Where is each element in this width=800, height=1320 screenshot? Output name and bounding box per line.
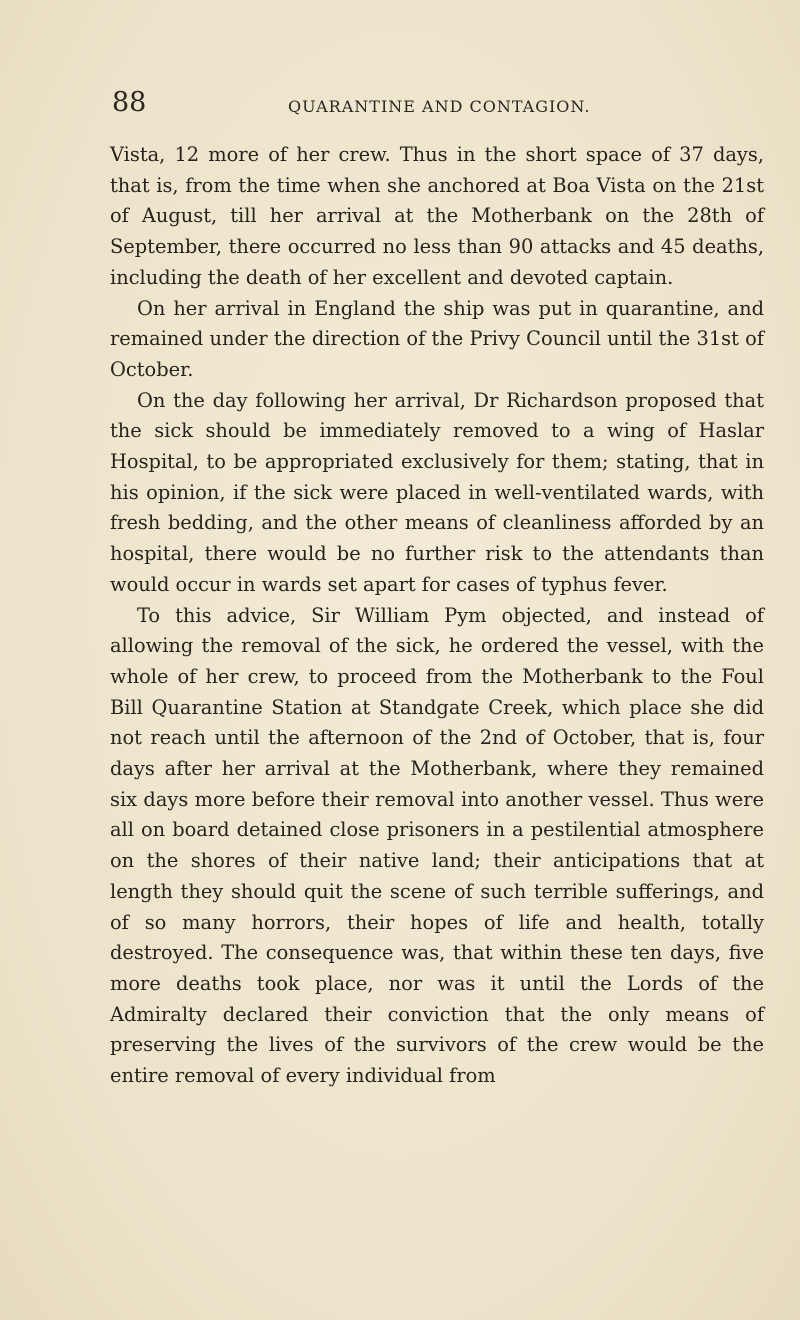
page-number: 88 (112, 87, 147, 118)
running-title: QUARANTINE AND CONTAGION. (288, 97, 591, 116)
page-header (112, 88, 752, 122)
paragraph: Vista, 12 more of her crew. Thus in the short space of 37 days, that is, from the time when she anchored at Boa Vista on the 21st of August, till her arrival at the Motherbank on the 28th of September, there occurred no less than 90 attacks and 45 deaths, including the death of her excellent and devoted captain. (110, 143, 764, 289)
paragraph: On her arrival in England the ship was put in quarantine, and remained under the direction of the Privy Council until the 31st of October. (110, 296, 764, 381)
paragraph: To this advice, Sir William Pym objected, and instead of allowing the removal of the sick, he ordered the vessel, with the whole of her crew, to proceed from the Motherbank to the Foul Bill Quarantine Station at Standgate Creek, which place she did not reach until the afternoon of the 2nd of October, that is, four days after her arrival at the Motherbank, where they remained six days more before their removal into another vessel. Thus were all on board detained close prisoners in a pestilential atmosphere on the shores of their native land; their anticipations that at length they should quit the scene of such terrible sufferings, and of so many horrors, their hopes of life and health, totally destroyed. The consequence was, that within these ten days, five more deaths took place, nor was it until the Lords of the Admiralty declared their conviction that the only means of preserving the lives of the survivors of the crew would be the entire removal of every individual from (110, 603, 764, 1088)
body-text (110, 140, 764, 1092)
paragraph: On the day following her arrival, Dr Richardson proposed that the sick should be immediately removed to a wing of Haslar Hospital, to be appropriated exclusively for them; stating, that in his opinion, if the sick were placed in well-ventilated wards, with fresh bedding, and the other means of cleanliness afforded by an hospital, there would be no further risk to the attendants than would occur in wards set apart for cases of typhus fever. (110, 388, 764, 596)
